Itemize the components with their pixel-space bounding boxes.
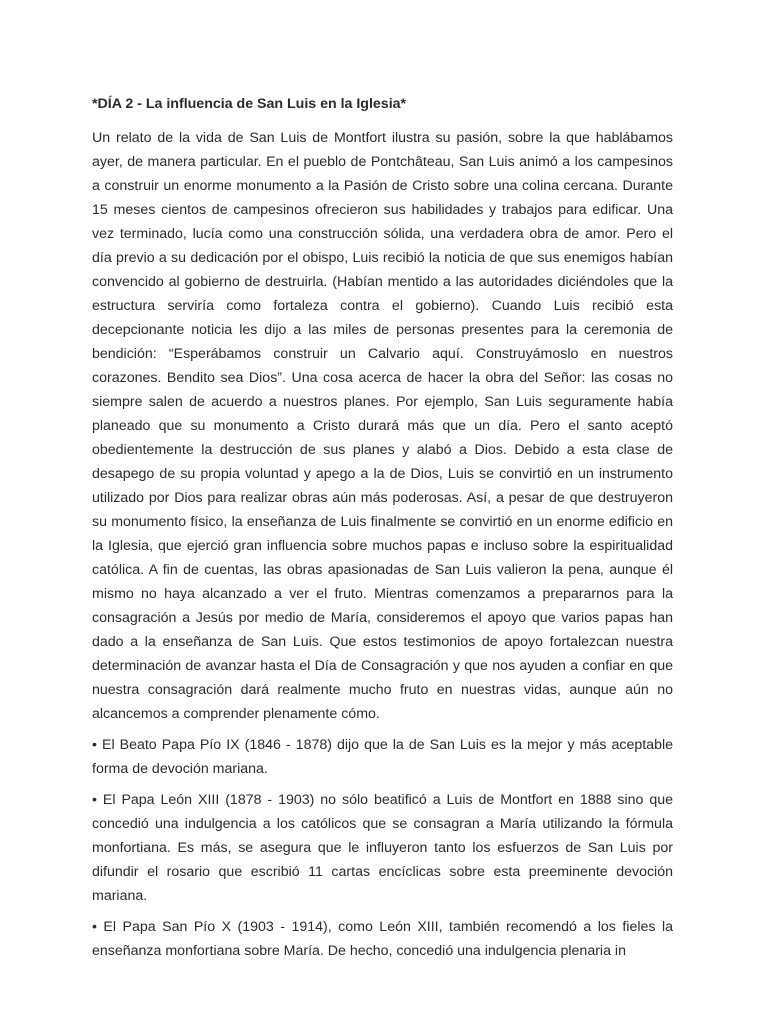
paragraph-pio-x: • El Papa San Pío X (1903 - 1914), como León XIII, también recomendó a los fieles la enseñanza monfortiana sobre María. De hecho, concedió una indulgencia plenaria in [92, 919, 673, 959]
document-title: *DÍA 2 - La influencia de San Luis en la Iglesia* [92, 96, 407, 112]
paragraph-leon-xiii: • El Papa León XIII (1878 - 1903) no sólo beatificó a Luis de Montfort en 1888 sino que concedió una indulgencia a los católicos que se consagran a María utilizando la fórmula monfortiana. Es más, se asegura que le influyeron tanto los esfuerzos de San Luis por difundir el rosario que escribió 11 cartas encíclicas sobre esta preeminente devoción mariana. [92, 792, 673, 904]
document-page [92, 92, 673, 970]
paragraph-intro: Un relato de la vida de San Luis de Montfort ilustra su pasión, sobre la que hablábamos ayer, de manera particular. En el pueblo de Pontchâteau, San Luis animó a los campesinos a construir un enorme monumento a la Pasión de Cristo sobre una colina cercana. Durante 15 meses cientos de campesinos ofrecieron sus habilidades y trabajos para edificar. Una vez terminado, lucía como una construcción sólida, una verdadera obra de amor. Pero el día previo a su dedicación por el obispo, Luis recibió la noticia de que sus enemigos habían convencido al gobierno de destruirla. (Habían mentido a las autoridades diciéndoles que la estructura serviría como fortaleza contra el gobierno). Cuando Luis recibió esta decepcionante noticia les dijo a las miles de personas presentes para la ceremonia de bendición: “Esperábamos construir un Calvario aquí. Construyámoslo en nuestros corazones. Bendito sea Dios”. Una cosa acerca de hacer la obra del Señor: las cosas no siempre salen de acuerdo a nuestros planes. Por ejemplo, San Luis seguramente había planeado que su monumento a Cristo durará más que un día. Pero el santo aceptó obedientemente la destrucción de sus planes y alabó a Dios. Debido a esta clase de desapego de su propia voluntad y apego a la de Dios, Luis se convirtió en un instrumento utilizado por Dios para realizar obras aún más poderosas. Así, a pesar de que destruyeron su monumento físico, la enseñanza de Luis finalmente se convirtió en un enorme edificio en la Iglesia, que ejerció gran influencia sobre muchos papas e incluso sobre la espiritualidad católica. A fin de cuentas, las obras apasionadas de San Luis valieron la pena, aunque él mismo no haya alcanzado a ver el fruto. Mientras comenzamos a prepararnos para la consagración a Jesús por medio de María, consideremos el apoyo que varios papas han dado a la enseñanza de San Luis. Que estos testimonios de apoyo fortalezcan nuestra determinación de avanzar hasta el Día de Consagración y que nos ayuden a confiar en que nuestra consagración dará realmente mucho fruto en nuestras vidas, aunque aún no alcancemos a comprender plenamente cómo. [92, 130, 673, 722]
paragraph-pio-ix: • El Beato Papa Pío IX (1846 - 1878) dijo que la de San Luis es la mejor y más aceptable forma de devoción mariana. [92, 737, 673, 777]
